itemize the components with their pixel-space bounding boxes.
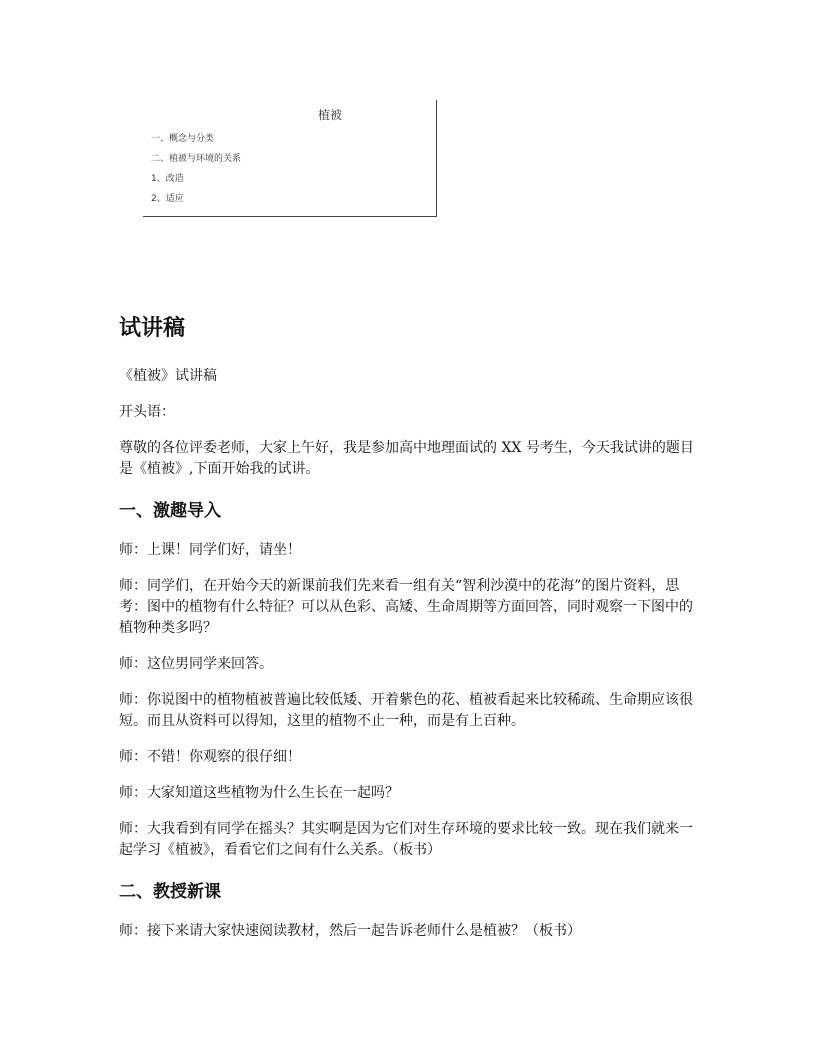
- board-line: 二、植被与环境的关系: [151, 154, 242, 164]
- blackboard-outline: [143, 100, 437, 217]
- paragraph: 师：上课！同学们好，请坐！: [119, 542, 301, 558]
- board-title: 植被: [317, 108, 342, 122]
- paragraph: 师：同学们，在开始今天的新课前我们先来看一组有关“智利沙漠中的花海”的图片资料，思考：图中的植物有什么特征？可以从色彩、高矮、生命周期等方面回答，同时观察一下图中的植物种类多吗？: [119, 578, 693, 636]
- board-line: 2、适应: [151, 194, 184, 204]
- paragraph: 师：大家知道这些植物为什么生长在一起吗？: [119, 785, 399, 801]
- paragraph: 师：你说图中的植物植被普遍比较低矮、开着紫色的花、植被看起来比较稀疏、生命期应该很短。而且从资料可以得知，这里的植物不止一种，而是有上百种。: [119, 692, 693, 729]
- section-heading: 一、激趣导入: [119, 501, 221, 521]
- paragraph: 师：这位男同学来回答。: [119, 656, 273, 672]
- document-title: 试讲稿: [119, 315, 186, 341]
- board-line: 一、概念与分类: [151, 134, 215, 144]
- opening-paragraph: 尊敬的各位评委老师，大家上午好，我是参加高中地理面试的 XX 号考生，今天我试讲的题目是《植被》,下面开始我的试讲。: [119, 440, 694, 477]
- board-line: 1、改造: [151, 174, 184, 184]
- document-subtitle: 《植被》试讲稿: [119, 368, 217, 384]
- document-body: [119, 312, 704, 957]
- paragraph: 师：接下来请大家快速阅读教材，然后一起告诉老师什么是植被？（板书）: [119, 923, 581, 939]
- section-heading: 二、教授新课: [119, 882, 221, 902]
- paragraph: 师：大我看到有同学在摇头？其实啊是因为它们对生存环境的要求比较一致。现在我们就来一起学习《植被》，看看它们之间有什么关系。（板书）: [119, 821, 693, 858]
- paragraph: 师：不错！你观察的很仔细！: [119, 749, 301, 765]
- opening-label: 开头语：: [119, 404, 175, 420]
